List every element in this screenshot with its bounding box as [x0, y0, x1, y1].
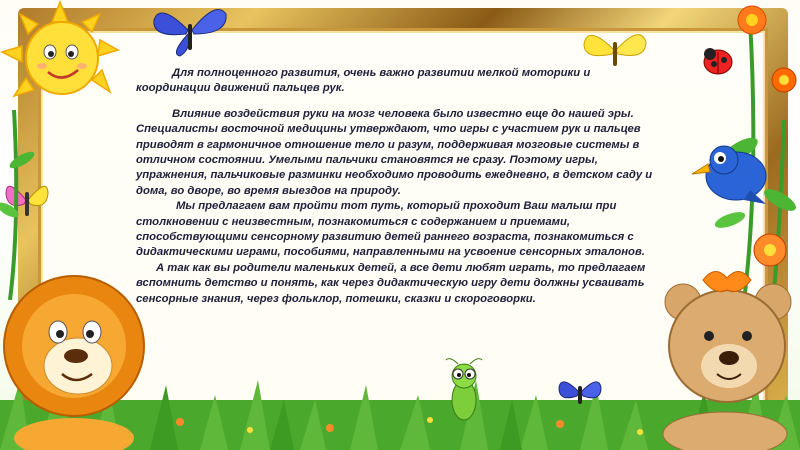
- bird-icon: [690, 130, 780, 210]
- butterfly-icon: [555, 372, 605, 412]
- bear-icon: [655, 262, 800, 450]
- lion-icon: [0, 262, 150, 450]
- paragraph-intro: Для полноценного развития, очень важно развитии мелкой моторики и координации движений пальцев рук.: [136, 67, 591, 95]
- paragraph-path: Мы предлагаем вам пройти тот путь, который проходит Ваш малыш при столкновении с неизвестным, познакомиться с содержанием и приемами, способствующими сенсорному развитию детей раннего возраста, познакомиться с дидактическими играми, пособиями, направленными на усвоение сенсорных эталонов.: [136, 200, 645, 259]
- main-text: [136, 66, 666, 307]
- grasshopper-icon: [440, 358, 490, 428]
- ladybug-icon: [700, 44, 736, 76]
- paragraph-influence: Влияние воздействия руки на мозг человека было известно еще до нашей эры. Специалисты восточной медицины утверждают, что игры с участием рук и пальцев приводят в гармоничное отношение тело и разум, поддерживая мозговые системы в отличном состоянии. Умелыми пальчики становятся не сразу. Поэтому игры, упражнения, пальчиковые разминки необходимо проводить ежедневно, в детском саду и дома, во дворе, во время выездов на природу.: [136, 107, 653, 197]
- butterfly-icon: [150, 0, 230, 60]
- paragraph-parents: А так как вы родители маленьких детей, а все дети любят играть, то предлагаем вспомнить детство и понять, как через дидактическую игру дети должны усваивать сенсорные знания, через фольклор, потешки, сказки и скороговорки.: [136, 261, 646, 305]
